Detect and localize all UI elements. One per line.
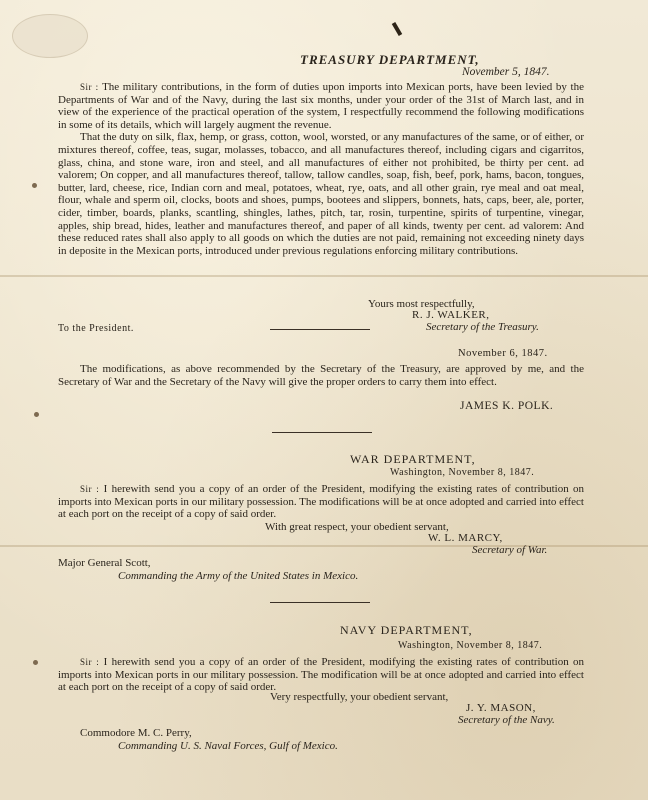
treasury-paragraph-2: That the duty on silk, flax, hemp, or grass, cotton, wool, worsted, or any manufactures of the same, or of either, or mixtures thereof, coffee, teas, sugar, molasses, tobacco, and all manufactures thereof, including cigars and cigarritos, glass, china, and stone ware, iron and steel, and all manufactures of either not prohibited, be thirty per cent. ad valorem; On copper, and all manufactures thereof, tallow, tallow candles, soap, fish, beef, pork, hams, bacon, tongues, butter, lard, cheese, rice, Indian corn and meal, potatoes, wheat, rye, oats, and all other grain, rye meal and oat meal, flour, whale and sperm oil, clocks, boots and shoes, pumps, bootees and slippers, bonnets, hats, caps, beer, ale, porter, cider, timber, boards, planks, scantling, shingles, lathes, pitch, tar, rosin, turpentine, spirits of turpentine, vinegar, apples, ship bread, hides, leather and manufactures thereof, and paper of all kinds, twenty per cent. ad valorem: And these reduced rates shall also apply to all goods on which the duties are not paid, remaining not exceeding ninety days in deposite in the Mexican ports, introduced under previous regulations enforcing military contributions.: [58, 131, 584, 257]
president-date: November 6, 1847.: [458, 348, 548, 359]
navy-signer-title: Secretary of the Navy.: [458, 714, 555, 726]
embossed-stamp: [12, 14, 88, 58]
treasury-body: [58, 81, 584, 257]
navy-heading: NAVY DEPARTMENT,: [340, 623, 473, 637]
ink-mark: [392, 22, 402, 36]
navy-paragraph: Sir : I herewith send you a copy of an order of the President, modifying the existing rates of contribution on imports into Mexican ports in our military possession. The modification will be at once adopted and carried into effect at each port on the receipt of a copy of said order.: [58, 656, 584, 694]
navy-signer: J. Y. MASON,: [466, 702, 536, 714]
treasury-signer-title: Secretary of the Treasury.: [426, 321, 539, 333]
fold-line: [0, 275, 648, 277]
navy-closing: Very respectfully, your obedient servant,: [270, 691, 449, 703]
treasury-date: November 5, 1847.: [462, 66, 550, 78]
president-body: [58, 363, 584, 388]
war-heading: WAR DEPARTMENT,: [350, 452, 476, 466]
war-signer-title: Secretary of War.: [472, 544, 548, 556]
treasury-paragraph-1: Sir : The military contributions, in the form of duties upon imports into Mexican ports, have been levied by the Departments of War and of the Navy, during the last six months, under your order of the 31st of March last, and in view of the experience of the practical operation of the system, I respectfully recommend the following modifications in some of its details, which will largely augment the revenue.: [58, 81, 584, 131]
divider: [270, 329, 370, 330]
divider: [272, 432, 372, 433]
war-addressee-title: Commanding the Army of the United States in Mexico.: [118, 570, 359, 582]
salutation: Sir :: [80, 82, 99, 92]
war-paragraph: Sir : I herewith send you a copy of an order of the President, modifying the existing rates of contribution on imports into Mexican ports in our military possession. The modifications will be at once adopted and carried into effect at each port on the receipt of a copy of said order.: [58, 483, 584, 521]
fold-line: [0, 545, 648, 547]
war-signer: W. L. MARCY,: [428, 532, 503, 544]
navy-body: [58, 656, 584, 694]
president-signer: JAMES K. POLK.: [460, 400, 554, 412]
war-closing: With great respect, your obedient servant,: [265, 521, 449, 533]
navy-date: Washington, November 8, 1847.: [398, 640, 543, 651]
navy-addressee-title: Commanding U. S. Naval Forces, Gulf of Mexico.: [118, 740, 338, 752]
treasury-addressee: To the President.: [58, 323, 134, 334]
treasury-heading: TREASURY DEPARTMENT,: [300, 52, 480, 67]
binding-hole: [33, 660, 38, 665]
war-addressee: Major General Scott,: [58, 557, 151, 569]
war-body: [58, 483, 584, 521]
treasury-signer: R. J. WALKER,: [412, 309, 490, 321]
war-date: Washington, November 8, 1847.: [390, 467, 535, 478]
president-paragraph: The modifications, as above recommended by the Secretary of the Treasury, are approved by me, and the Secretary of War and the Secretary of the Navy will give the proper orders to carry them into effect.: [58, 363, 584, 388]
treasury-closing: Yours most respectfully,: [368, 298, 475, 310]
binding-hole: [34, 412, 39, 417]
navy-addressee: Commodore M. C. Perry,: [80, 727, 192, 739]
divider: [270, 602, 370, 603]
binding-hole: [32, 183, 37, 188]
